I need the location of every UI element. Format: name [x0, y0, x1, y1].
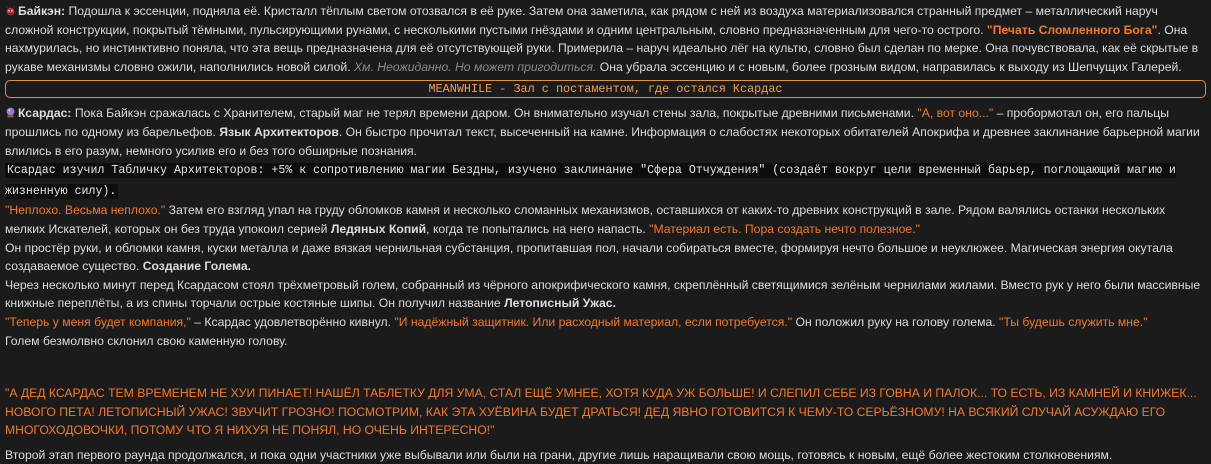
paragraph: Голем безмолвно склонил свою каменную голову. [5, 333, 288, 348]
closing-paragraph: Второй этап первого раунда продолжался, и пока одни участники уже выбывали или были на грани, другие лишь наращивали свою мощь, готовясь к новым, ещё более жестоким столкновениям. [5, 447, 1113, 462]
quote: "Неплохо. Весьма неплохо." [5, 203, 166, 218]
speaker-name: Ксардас: [18, 106, 72, 121]
skill-name: Язык Архитекторов [219, 124, 339, 139]
paragraph [5, 201, 1206, 238]
golem-name: Летописный Ужас. [504, 296, 616, 311]
narrator-shout: "А ДЕД КСАРДАС ТЕМ ВРЕМЕНЕМ НЕ ХУИ ПИНАЕТ! НАШЁЛ ТАБЛЕТКУ ДЛЯ УМА, СТАЛ ЕЩЁ УМНЕЕ, ХОТЯ КУДА УЖ БОЛЬШЕ! И СЛЕПИЛ СЕБЕ ИЗ ГОВНА И ПАЛОК... ТО ЕСТЬ, ИЗ КАМНЕЙ И КНИЖЕК... НОВОГО ПЕТА! ЛЕТОПИСНЫЙ УЖАС! ЗВУЧИТ ГРОЗНО! ПОСМОТРИМ, КАК ЭТА ХУЁВИНА БУДЕТ ДРАТЬСЯ! ДЕД ЯВНО ГОТОВИТСЯ К ЧЕМУ-ТО СЕРЬЁЗНОМУ! НА ВСЯКИЙ СЛУЧАЙ АСУЖДАЮ ЕГО МНОГОХОДОВОЧКИ, ПОТОМУ ЧТО Я НИХУЯ НЕ ПОНЯЛ, НО ОЧЕНЬ ИНТЕРЕСНО!" [5, 386, 1197, 438]
narration: Затем его взгляд упал на груду обломков камня и несколько сломанных механизмов, оставшихся от каких-то древних конструкций в зале. Рядом валялись останки нескольких мелких Искателей, которых он без труда упокоил серией [5, 203, 1166, 236]
narration: Он простёр руки, и обломки камня, куски металла и даже вязкая чернильная субстанция, пропитавшая пол, начали собираться вместе, формируя нечто большое и неуклюжее. Магическая энергия окутала создаваемое существо. [5, 240, 1173, 274]
xardas-message [5, 104, 1206, 160]
narration: – Ксардас удовлетворённо кивнул. [190, 314, 395, 329]
crystal-ball-icon [5, 107, 16, 118]
narration: . Он быстро прочитал текст, высеченный на камне. Информация о слабостях некоторых обитателей Апокрифа и древнее заклинание барьерной магии влились в его разум, немного усилив его и без того обширные познания. [5, 124, 1200, 158]
paragraph [5, 276, 1206, 313]
demon-face-icon [5, 5, 16, 16]
narration: Она убрала эссенцию и с новым, более грозным видом, направилась к выходу из Шепчущих Галерей. [596, 59, 1182, 74]
system-text: Ксардас изучил Табличку Архитекторов: +5% к сопротивлению магии Бездны, изучено заклинание "Сфера Отчуждения" (создаёт вокруг цели временный барьер, поглощающий магию и жизненную силу). [5, 164, 1176, 198]
quote: "Теперь у меня будет компания," [5, 314, 191, 329]
system-message [5, 160, 1206, 201]
inner-thought: Хм. Неожиданно. Но может пригодиться. [354, 59, 597, 74]
narration: Он положил руку на голову голема. [792, 314, 1000, 329]
baiken-message [5, 2, 1206, 76]
narration: Подошла к эссенции, подняла её. Кристалл тёплым светом отозвался в её руке. Затем она заметила, как рядом с ней из воздуха материализовался странный предмет – металлический наруч сложной конструкции, покрытый тёмными, пульсирующими рунами, с несколькими пустыми гнёздами и одним центральным, словно предназначенным для чего-то острого. [5, 4, 1158, 37]
quote: "Ты будешь служить мне." [999, 314, 1148, 329]
narration: – пробормотал он, его пальцы прошлись по одному из барельефов. [5, 106, 1170, 139]
spell-name: Ледяных Копий [330, 221, 427, 236]
speaker-name: Байкэн: [18, 4, 66, 18]
narration: Пока Байкэн сражалась с Хранителем, старый маг не терял времени даром. Он внимательно изучал стены зала, покрытые древними письменами. [71, 106, 918, 121]
narration: Через несколько минут перед Ксардасом стоял трёхметровый голем, собранный из чёрного апокрифического камня, скреплённый светящимися зелёным чернилами жилами. Вместо рук у него были массивные книжные переплёты, а из спины торчали острые костяные шипы. Он получил название [5, 277, 1201, 311]
spell-name: Создание Голема. [142, 259, 252, 274]
narration: . Она нахмурилась, но инстинктивно поняла, что эта вещь предназначена для её отсутствующей руки. Примерила – наруч идеально лёг на культю, словно был сделан по мерке. Она почувствовала, как её скрытые в рукаве механизмы словно ожили, наполнились новой силой. [5, 22, 1199, 74]
meanwhile-banner: MEANWHILE - Зал с постаментом, где остался Ксардас [5, 80, 1206, 98]
paragraph [5, 313, 1206, 332]
narration: , когда те попытались на него напасть. [426, 221, 650, 236]
quote: "Материал есть. Пора создать нечто полезное." [649, 221, 920, 236]
paragraph [5, 239, 1206, 276]
item-name: "Печать Сломленного Бога" [986, 22, 1158, 37]
quote: "И надёжный защитник. Или расходный материал, если потребуется." [394, 314, 793, 329]
quote: "А, вот оно..." [917, 106, 994, 121]
